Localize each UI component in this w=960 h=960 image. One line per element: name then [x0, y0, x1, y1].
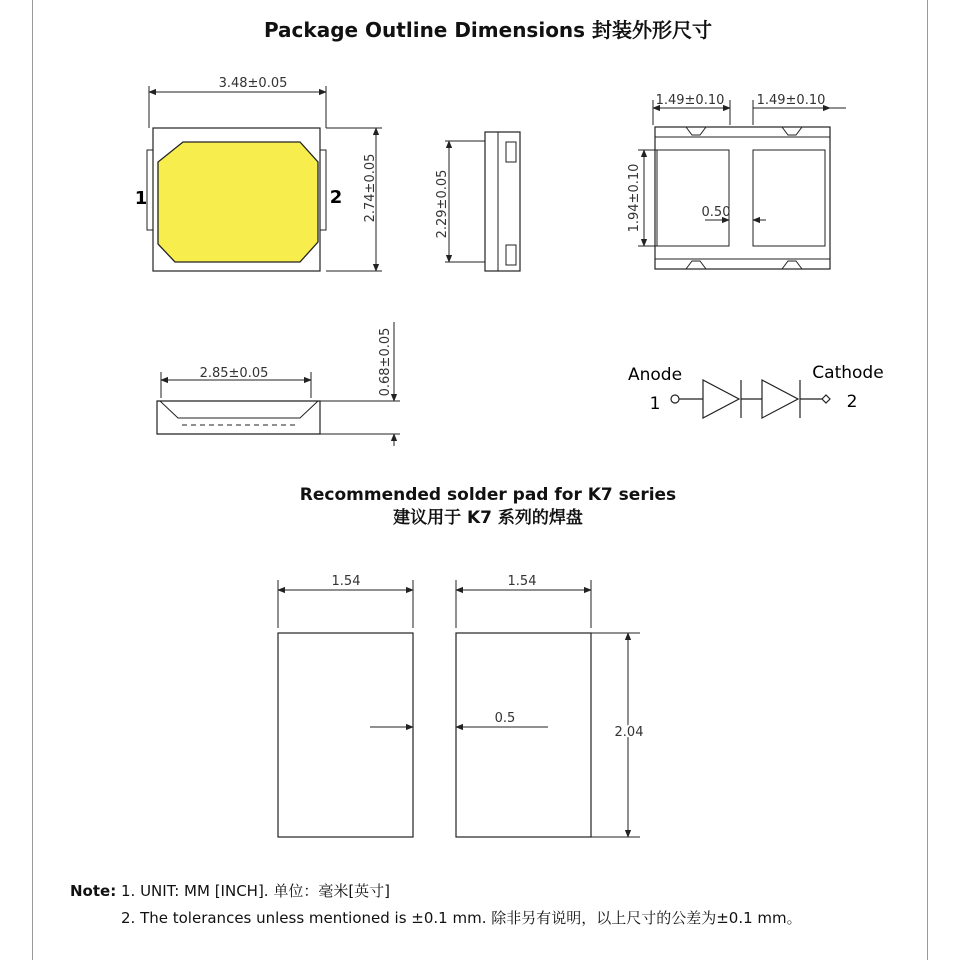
bottom-gap-dim: 0.50 — [701, 205, 731, 220]
pad-width-right-dim: 1.54 — [507, 574, 537, 589]
pin2-label: 2 — [329, 187, 343, 208]
bottom-pad-width-left: 1.49±0.10 — [655, 93, 725, 108]
solder-pad-left — [278, 633, 413, 837]
top-height-dim: 2.74±0.05 — [363, 153, 378, 223]
cathode-label: Cathode — [812, 363, 884, 383]
front-width-dim: 2.85±0.05 — [199, 366, 269, 381]
pad-gap-dim: 0.5 — [494, 711, 516, 726]
front-thickness-dim: 0.68±0.05 — [378, 327, 393, 397]
top-view — [147, 86, 382, 271]
bottom-view — [638, 100, 846, 269]
diode-schematic — [671, 380, 830, 418]
page-title: Package Outline Dimensions 封装外形尺寸 — [263, 18, 713, 42]
side-height-dim: 2.29±0.05 — [435, 169, 450, 239]
solder-pad-title: Recommended solder pad for K7 series — [299, 485, 677, 505]
pin1-label: 1 — [134, 188, 148, 209]
note-line-2: 2. The tolerances unless mentioned is ±0.1 mm. 除非另有说明，以上尺寸的公差为±0.1 mm。 — [121, 909, 802, 927]
side-view — [445, 132, 520, 271]
front-view — [157, 322, 400, 446]
anode-label: Anode — [627, 365, 683, 385]
top-width-dim: 3.48±0.05 — [218, 76, 288, 91]
bottom-pad-width-right: 1.49±0.10 — [756, 93, 826, 108]
diode-2-symbol — [762, 380, 798, 418]
schematic-pin2: 2 — [846, 392, 858, 412]
bottom-pad-height: 1.94±0.10 — [627, 163, 642, 233]
pad-width-left-dim: 1.54 — [331, 574, 361, 589]
diode-1-symbol — [703, 380, 739, 418]
solder-pad-right — [456, 633, 591, 837]
note-label: Note: — [70, 882, 117, 900]
schematic-pin1: 1 — [649, 394, 661, 414]
solder-pad-drawing — [278, 580, 640, 837]
pad-height-dim: 2.04 — [614, 725, 644, 740]
note-line-1: 1. UNIT: MM [INCH]. 单位：毫米[英寸] — [121, 882, 391, 900]
solder-pad-subtitle: 建议用于 K7 系列的焊盘 — [393, 508, 583, 528]
